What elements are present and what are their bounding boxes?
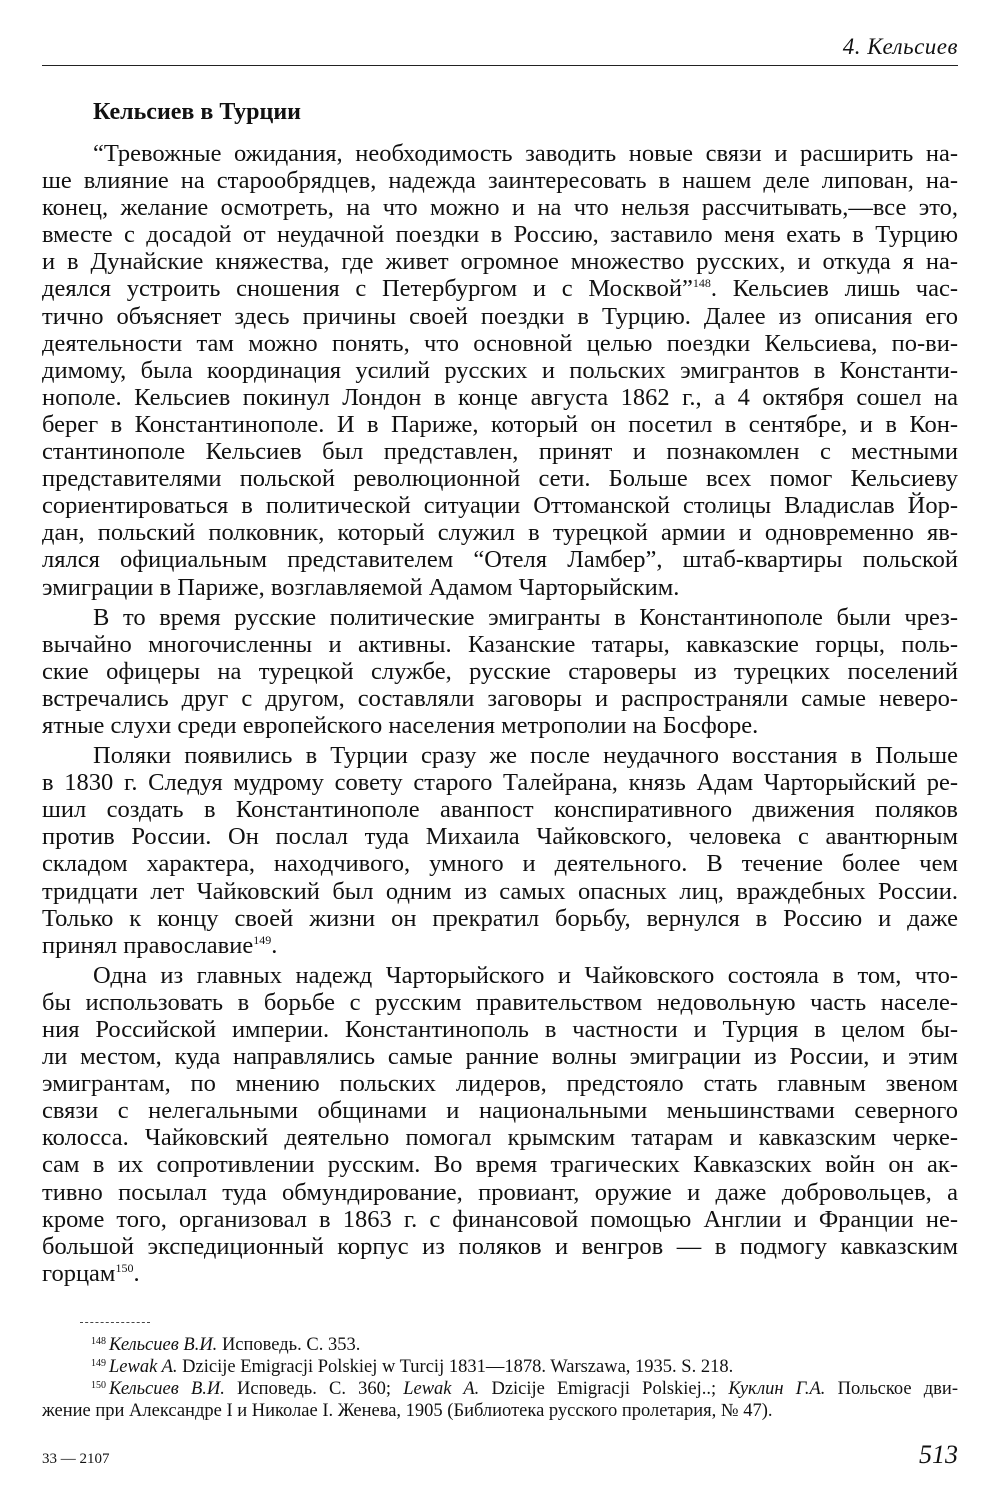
text-line: большой экспедиционный корпус из поляков и венгров — в подмогу кавказским xyxy=(42,1232,958,1260)
text-line: в 1830 г. Следуя мудрому совету старого Талейрана, князь Адам Чарторыйский ре- xyxy=(42,769,958,797)
text-line: нополе. Кельсиев покинул Лондон в конце августа 1862 г., а 4 октября сошел на xyxy=(42,383,958,411)
text-line: связи с нелегальными общинами и национальными меньшинствами северного xyxy=(42,1097,958,1125)
footnote-author: Lewak A. xyxy=(109,1357,178,1377)
text-line: В то время русские политические эмигранты в Константинополе были чрез- xyxy=(93,603,958,631)
footnote-ref-148[interactable]: 148 xyxy=(692,276,711,291)
text-line: встречались друг с другом, составляли заговоры и распространяли самые неверо- xyxy=(42,684,958,712)
footnote-text: Dzicije Emigracji Polskiej..; xyxy=(479,1379,729,1399)
footnote-separator xyxy=(80,1322,150,1323)
text-line: Поляки появились в Турции сразу же после неудачного восстания в Польше xyxy=(93,742,958,770)
footnote-ref-150[interactable]: 150 xyxy=(115,1260,134,1275)
footnote-author: Куклин Г.А. xyxy=(728,1379,826,1399)
footnote-149 xyxy=(42,1356,958,1378)
page-number: 513 xyxy=(919,1440,958,1469)
text-line: ятные слухи среди европейского населения метрополии на Босфоре. xyxy=(42,711,759,739)
text-line: кроме того, организовал в 1863 г. с финансовой помощью Англии и Франции не- xyxy=(42,1205,958,1233)
footnote-mark: 150 xyxy=(91,1380,106,1391)
text-line: берег в Константинополе. И в Париже, который он посетил в сентябре, и в Кон- xyxy=(42,410,958,438)
text-line: лялся официальным представителем “Отеля Ламбер”, штаб-квартиры польской xyxy=(42,546,958,574)
text-line: бы использовать в борьбе с русским правительством недовольную часть населе- xyxy=(42,988,958,1016)
text-line: складом характера, находчивого, умного и деятельного. В течение более чем xyxy=(42,850,958,878)
footnote-text: Dzicije Emigracji Polskiej w Turcij 1831—1878. Warszawa, 1935. S. 218. xyxy=(177,1357,734,1377)
running-head: 4. Кельсиев xyxy=(842,34,958,59)
footnote-author: Lewak A. xyxy=(403,1379,480,1399)
footnotes xyxy=(42,1334,958,1422)
text-line: стантинополе Кельсиев был представлен, принят и познакомлен с местными xyxy=(42,438,958,466)
text-line: ские офицеры на турецкой службе, русские староверы из турецких поселений xyxy=(42,657,958,685)
text-line: тично объясняет здесь причины своей поездки в Турцию. Далее из описания его xyxy=(42,302,958,330)
text-line: принял православие$^{149}$. xyxy=(42,931,278,959)
text-line: конец, желание осмотреть, на что можно и на что нельзя рассчитывать,—все это, xyxy=(42,194,958,222)
footnote-ref-149[interactable]: 149 xyxy=(253,932,272,947)
text-line: горцам$^{150}$. xyxy=(42,1259,140,1287)
text-line: дан, польский полковник, который служил в турецкой армии и одновременно яв- xyxy=(42,519,958,547)
text-line: представителями польской революционной сети. Больше всех помог Кельсиеву xyxy=(42,465,958,493)
text-line: против России. Он послал туда Михаила Чайковского, человека с авантюрным xyxy=(42,823,958,851)
footnote-150 xyxy=(42,1378,958,1400)
text-line: и в Дунайские княжества, где живет огромное множество русских, и откуда я на- xyxy=(42,248,958,276)
text-line: эмигрантам, по мнению польских лидеров, предстояло стать главным звеном xyxy=(42,1070,958,1098)
text-line: Только к концу своей жизни он прекратил борьбу, вернулся в Россию и даже xyxy=(42,904,958,932)
footnote-author: Кельсиев В.И. xyxy=(109,1379,225,1399)
text-line: колосса. Чайковский деятельно помогал крымским татарам и кавказским черке- xyxy=(42,1124,958,1152)
text-line: деятельности там можно понять, что основной целью поездки Кельсиева, по-ви- xyxy=(42,329,958,357)
text-line: сам в их сопротивлении русским. Во время трагических Кавказских войн он ак- xyxy=(42,1151,958,1179)
footnote-mark: 148 xyxy=(91,1336,106,1347)
body-text xyxy=(42,140,958,1287)
text-line: ния Российской империи. Константинополь в частности и Турция в целом бы- xyxy=(42,1016,958,1043)
header-rule xyxy=(42,65,958,66)
text-line: вместе с досадой от неудачной поездки в Россию, заставило меня ехать в Турцию xyxy=(42,221,958,249)
text-line: “Тревожные ожидания, необходимость заводить новые связи и расширить на- xyxy=(93,140,958,167)
text-line: тридцати лет Чайковский был одним из самых опасных лиц, враждебных России. xyxy=(42,877,958,905)
footnote-text: жение при Александре I и Николае I. Женева, 1905 (Библиотека русского пролетария, № 47). xyxy=(42,1401,773,1421)
footnote-author: Кельсиев В.И. xyxy=(109,1335,218,1355)
text-line: димому, была координация усилий русских и польских эмигрантов в Константи- xyxy=(42,356,958,384)
text-line: тивно посылал туда обмундирование, провиант, оружие и даже добровольцев, а xyxy=(42,1178,958,1206)
text-line: деялся устроить сношения с Петербургом и с Москвой”$^{148}$. Кельсиев лишь час- xyxy=(42,275,959,303)
footnote-text: Исповедь. С. 360; xyxy=(224,1379,404,1399)
footnote-text: Исповедь. С. 353. xyxy=(217,1335,361,1355)
footnote-150-continuation xyxy=(42,1400,958,1422)
printer-signature: 33 — 2107 xyxy=(42,1451,110,1467)
footnote-text: Польское дви- xyxy=(825,1379,958,1399)
text-line: вычайно многочисленны и активны. Казанские татары, кавказские горцы, поль- xyxy=(42,630,958,658)
section-title: Кельсиев в Турции xyxy=(93,99,301,125)
text-line: ли местом, куда направлялись самые ранние волны эмиграции из России, и этим xyxy=(42,1043,958,1071)
text-line: ше влияние на старообрядцев, надежда заинтересовать в нашем деле липован, на- xyxy=(42,167,958,195)
text-line: шил создать в Константинополе аванпост конспиративного движения поляков xyxy=(42,796,958,824)
text-line: Одна из главных надежд Чарторыйского и Чайковского состояла в том, что- xyxy=(93,961,958,989)
footnote-mark: 149 xyxy=(91,1358,106,1369)
footnote-148 xyxy=(42,1334,958,1356)
text-line: сориентироваться в политической ситуации Оттоманской столицы Владислав Йор- xyxy=(42,492,958,520)
text-line: эмиграции в Париже, возглавляемой Адамом Чарторыйским. xyxy=(42,573,680,601)
